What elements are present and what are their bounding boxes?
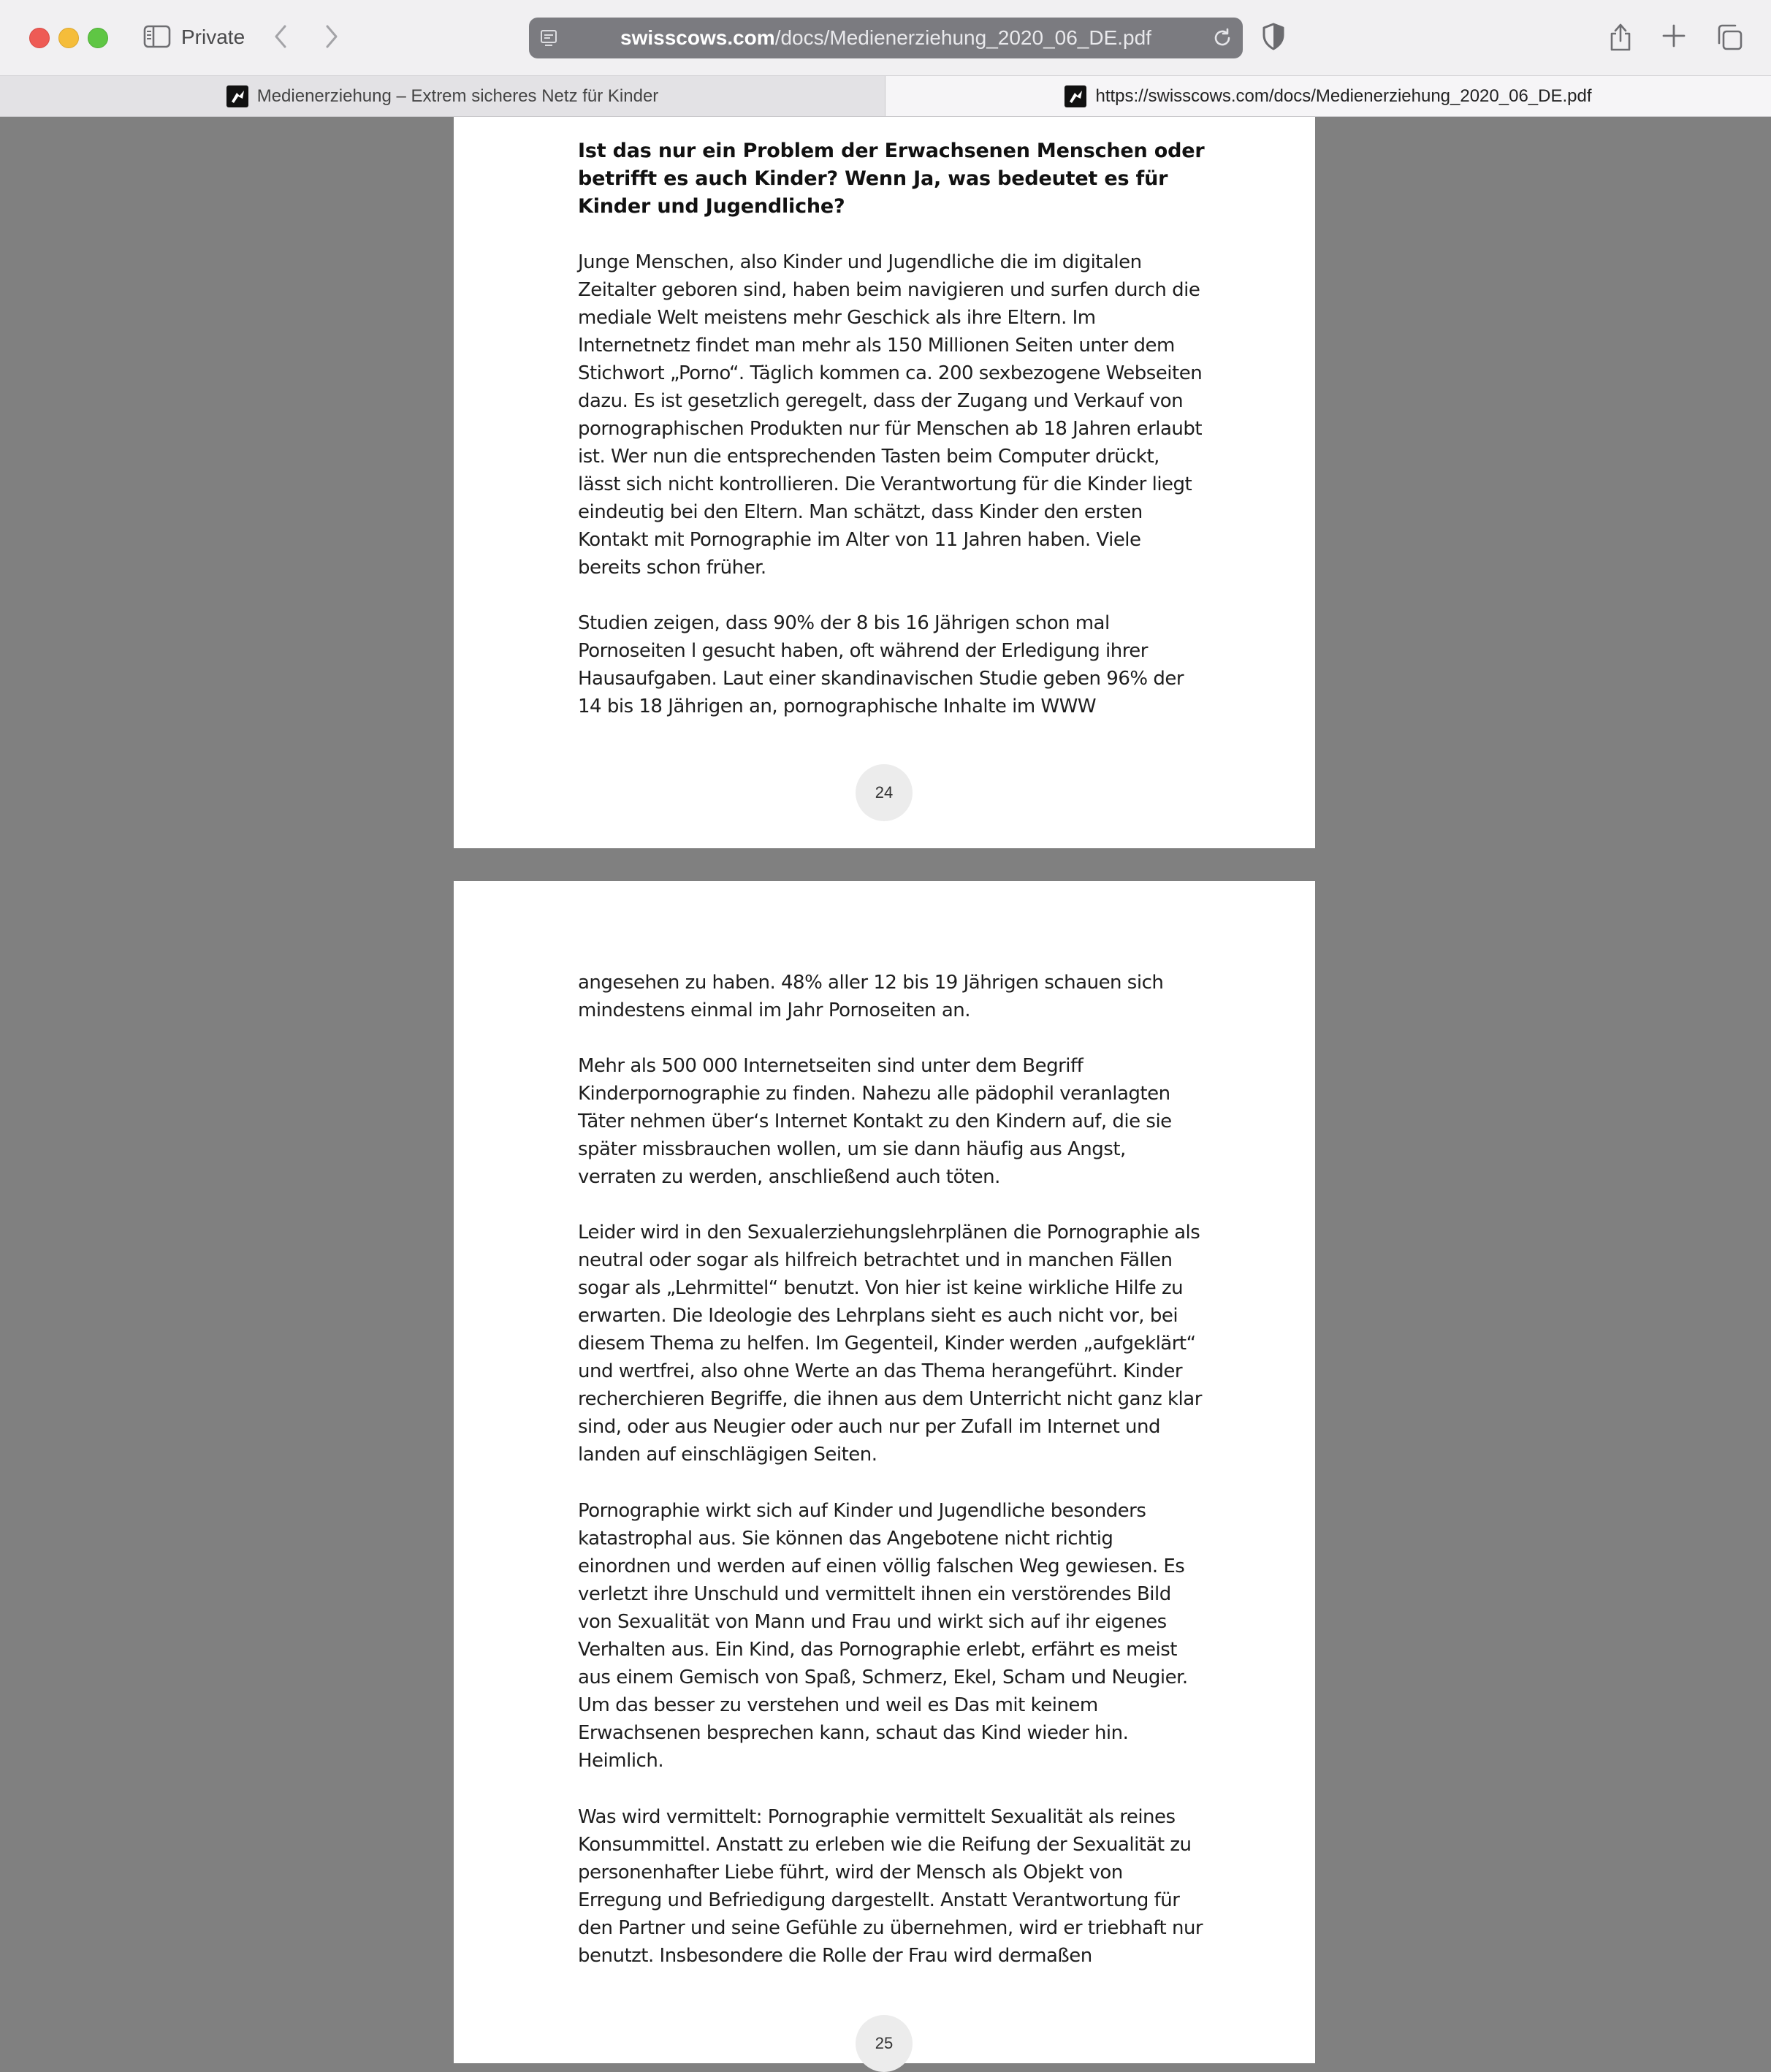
private-label: Private <box>181 26 245 48</box>
tab-pdf[interactable] <box>885 76 1771 116</box>
share-icon[interactable] <box>1607 20 1634 53</box>
tab-title: https://swisscows.com/docs/Medienerziehung_2020_06_DE.pdf <box>1095 85 1592 106</box>
browser-toolbar <box>0 0 1771 76</box>
favicon-icon <box>1064 85 1086 107</box>
plus-icon[interactable] <box>1661 23 1686 48</box>
tab-medienerziehung[interactable] <box>0 76 885 116</box>
chevron-left-icon[interactable] <box>270 22 291 51</box>
paragraph: Junge Menschen, also Kinder und Jugendliche die im digitalen Zeitalter geboren sind, haben beim navigieren und surfen durch die mediale Welt meistens mehr Geschick als ihre Eltern. Im Internetnetz findet man mehr als 150 Millionen Seiten unter dem Stichwort „Porno“. Täglich kommen ca. 200 sexbezogene Webseiten dazu. Es ist gesetzlich geregelt, dass der Zugang und Verkauf von pornographischen Produkten nur für Menschen ab 18 Jahren erlaubt ist. Wer nun die entsprechenden Tasten beim Computer drückt, lässt sich nicht kontrollieren. Die Verantwortung für die Kinder liegt eindeutig bei den Eltern. Man schätzt, dass Kinder den ersten Kontakt mit Pornographie im Alter von 11 Jahren haben. Viele bereits schon früher. <box>578 251 1203 579</box>
minimize-window-button[interactable] <box>58 28 79 48</box>
close-window-button[interactable] <box>29 28 50 48</box>
sidebar-icon[interactable] <box>143 25 171 48</box>
paragraph: Mehr als 500 000 Internetseiten sind unter dem Begriff Kinderpornographie zu finden. Nahezu alle pädophil veranlagten Täter nehmen über‘s Internet Kontakt zu den Kindern auf, die sie später missbrauchen wollen, um sie dann häufig aus Angst, verraten zu werden, anschließend auch töten. <box>578 1055 1172 1188</box>
url-path: /docs/Medienerziehung_2020_06_DE.pdf <box>774 26 1151 49</box>
tab-bar <box>0 76 1771 117</box>
chevron-right-icon[interactable] <box>321 22 342 51</box>
paragraph: Studien zeigen, dass 90% der 8 bis 16 Jährigen schon mal Pornoseiten l gesucht haben, oft während der Erledigung ihrer Hausaufgaben. Laut einer skandinavischen Studie geben 96% der 14 bis 18 Jährigen an, pornographische Inhalte im WWW <box>578 612 1184 717</box>
tab-title: Medienerziehung – Extrem sicheres Netz für Kinder <box>256 85 659 106</box>
tabs-overview-icon[interactable] <box>1715 23 1743 51</box>
paragraph: Was wird vermittelt: Pornographie vermittelt Sexualität als reines Konsummittel. Anstatt zu erleben wie die Reifung der Sexualität zu personenhafter Liebe führt, wird der Mensch als Objekt von Erregung und Befriedigung dargestellt. Anstatt Verantwortung für den Partner und seine Gefühle zu übernehmen, wird er triebhaft nur benutzt. Insbesondere die Rolle der Frau wird dermaßen <box>578 1806 1203 1967</box>
address-bar[interactable] <box>529 18 1243 58</box>
section-heading: Ist das nur ein Problem der Erwachsenen Menschen oder betrifft es auch Kinder? Wenn Ja, was bedeutet es für Kinder und Jugendliche? <box>578 140 1205 218</box>
pdf-page-25 <box>454 881 1315 2063</box>
paragraph: angesehen zu haben. 48% aller 12 bis 19 Jährigen schauen sich mindestens einmal im Jahr Pornoseiten an. <box>578 972 1164 1021</box>
shield-icon[interactable] <box>1261 22 1286 51</box>
reload-icon[interactable] <box>1211 26 1234 50</box>
url-host: swisscows.com <box>620 26 775 49</box>
paragraph: Pornographie wirkt sich auf Kinder und Jugendliche besonders katastrophal aus. Sie können das Angebotene nicht richtig einordnen und werden auf einen völlig falschen Weg gewiesen. Es verletzt ihre Unschuld und vermittelt ihnen ein verstörendes Bild von Sexualität von Mann und Frau und wirkt sich auf ihr eigenes Verhalten aus. Ein Kind, das Pornographie erlebt, erfährt es meist aus einem Gemisch von Spaß, Schmerz, Ekel, Scham und Neugier. Um das besser zu verstehen und weil es Das mit keinem Erwachsenen besprechen kann, schaut das Kind wieder hin. Heimlich. <box>578 1500 1188 1772</box>
page-number: 25 <box>856 2015 913 2072</box>
url-text[interactable] <box>529 25 1243 51</box>
zoom-window-button[interactable] <box>88 28 108 48</box>
pdf-page-24 <box>454 117 1315 848</box>
page-number: 24 <box>856 764 913 821</box>
paragraph: Leider wird in den Sexualerziehungslehrplänen die Pornographie als neutral oder sogar als hilfreich betrachtet und in manchen Fällen sogar als „Lehrmittel“ benutzt. Von hier ist keine wirkliche Hilfe zu erwarten. Die Ideologie des Lehrplans sieht es auch nicht vor, bei diesem Thema zu helfen. Im Gegenteil, Kinder werden „aufgeklärt“ und wertfrei, also ohne Werte an das Thema herangeführt. Kinder recherchieren Begriffe, die ihnen aus dem Unterricht nicht ganz klar sind, oder aus Neugier oder auch nur per Zufall im Internet und landen auf einschlägigen Seiten. <box>578 1222 1202 1466</box>
favicon-icon <box>226 85 248 107</box>
